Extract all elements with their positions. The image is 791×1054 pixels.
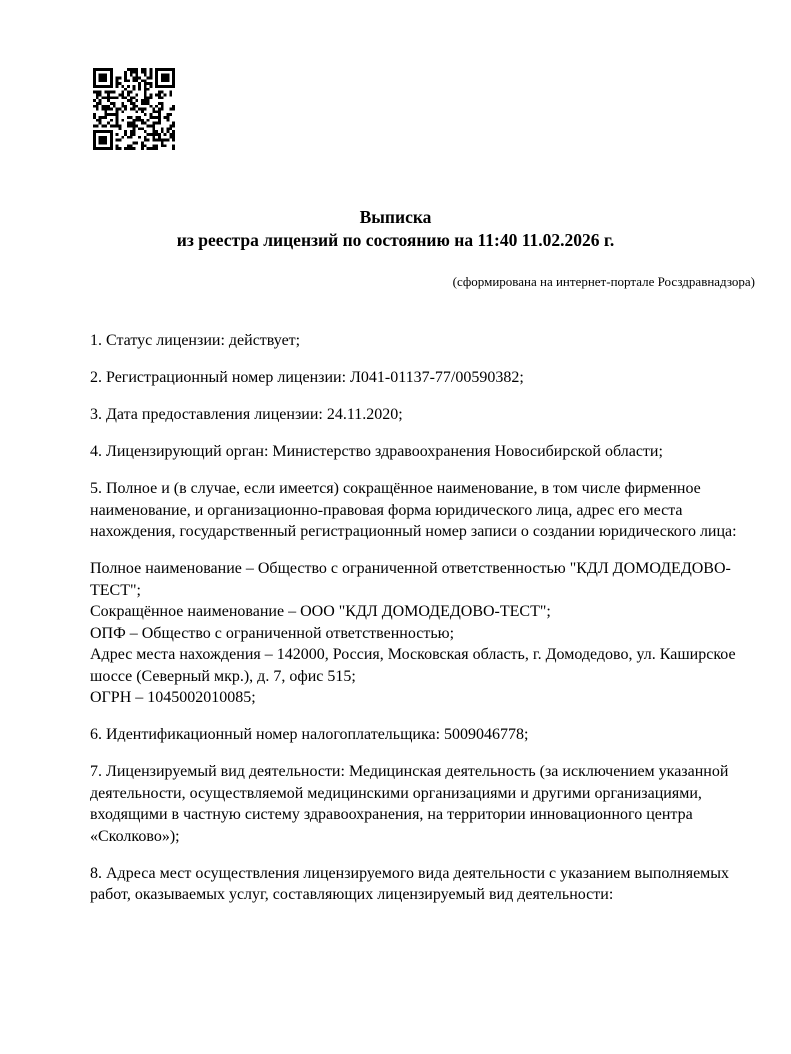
- paragraph-line: 6. Идентификационный номер налогоплательщика: 5009046778;: [90, 726, 529, 743]
- paragraph: [90, 558, 745, 709]
- paragraph: [90, 367, 745, 389]
- paragraph: [90, 330, 745, 352]
- paragraph-line: 5. Полное и (в случае, если имеется) сокращённое наименование, в том числе фирменное наименование, и организационно-правовая форма юридического лица, адрес его места нахождения, государственный регистрационный номер записи о создании юридического лица:: [90, 480, 737, 540]
- paragraph: [90, 724, 745, 746]
- paragraph-line: Сокращённое наименование – ООО "КДЛ ДОМОДЕДОВО-ТЕСТ";: [90, 603, 551, 620]
- qr-code-icon: [93, 68, 175, 150]
- paragraph-line: Адрес места нахождения – 142000, Россия, Московская область, г. Домодедово, ул. Каширское шоссе (Северный мкр.), д. 7, офис 515;: [90, 646, 736, 685]
- document-subtitle: (сформирована на интернет-портале Росздравнадзора): [452, 274, 755, 289]
- document-title-line1: Выписка: [359, 207, 432, 227]
- paragraph: [90, 863, 745, 906]
- paragraph: [90, 441, 745, 463]
- paragraph-line: ОГРН – 1045002010085;: [90, 689, 256, 706]
- paragraph-line: 7. Лицензируемый вид деятельности: Медицинская деятельность (за исключением указанной деятельности, осуществляемой медицинскими организациями и другими организациями, входящими в частную систему здравоохранения, на территории инновационного центра «Сколково»);: [90, 763, 729, 845]
- paragraph-line: ОПФ – Общество с ограниченной ответственностью;: [90, 624, 455, 642]
- paragraph: [90, 404, 745, 426]
- paragraph-line: 3. Дата предоставления лицензии: 24.11.2020;: [90, 406, 403, 423]
- document-body: [90, 330, 745, 906]
- document-title: [0, 206, 791, 252]
- paragraph: [90, 761, 745, 847]
- document-title-line2: из реестра лицензий по состоянию на 11:40 11.02.2026 г.: [176, 230, 615, 250]
- paragraph-line: 1. Статус лицензии: действует;: [90, 332, 301, 349]
- paragraph-line: 4. Лицензирующий орган: Министерство здравоохранения Новосибирской области;: [90, 443, 663, 460]
- paragraph-line: 2. Регистрационный номер лицензии: Л041-01137-77/00590382;: [90, 369, 524, 386]
- paragraph: [90, 478, 745, 543]
- paragraph-line: 8. Адреса мест осуществления лицензируемого вида деятельности с указанием выполняемых работ, оказываемых услуг, составляющих лицензируемый вид деятельности:: [90, 864, 730, 903]
- paragraph-line: Полное наименование – Общество с ограниченной ответственностью "КДЛ ДОМОДЕДОВО-ТЕСТ";: [90, 560, 731, 599]
